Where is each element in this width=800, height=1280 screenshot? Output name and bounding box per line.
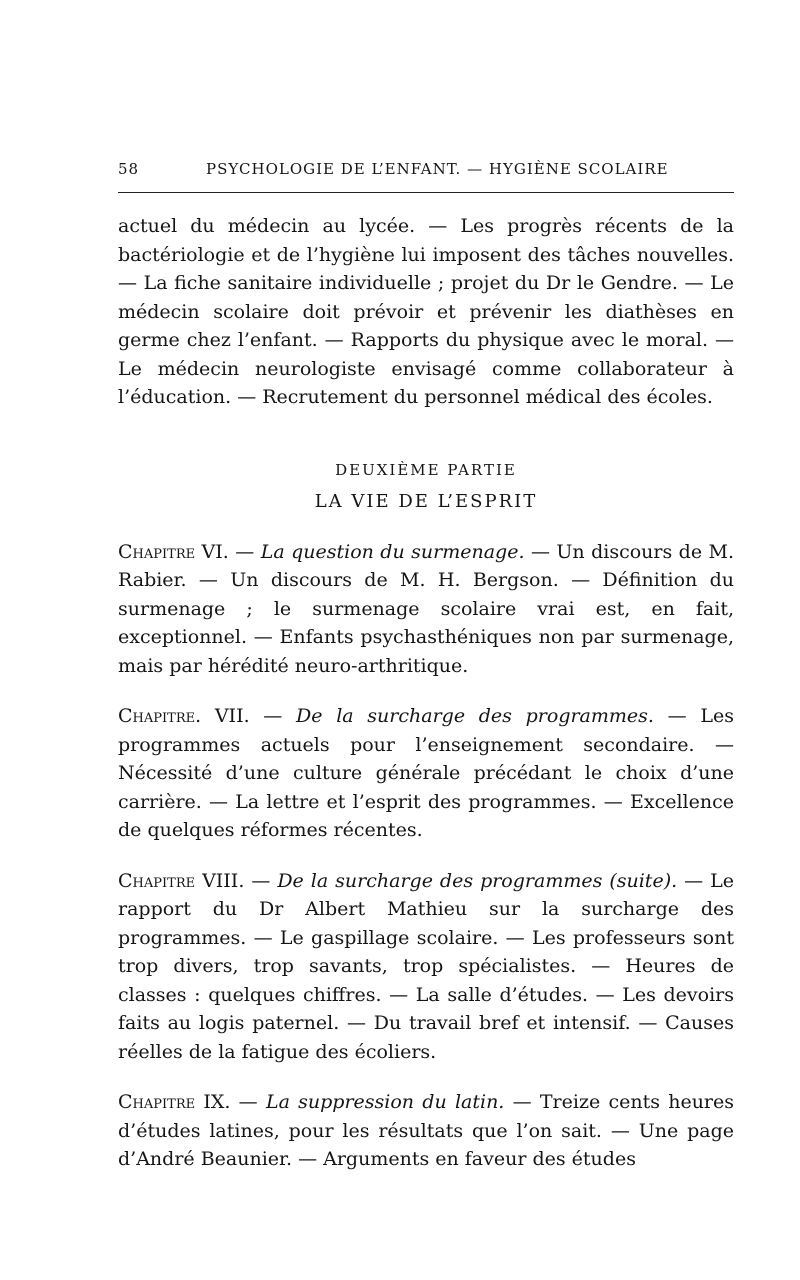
chapter-6-paragraph	[118, 538, 734, 681]
chapter-8-paragraph	[118, 867, 734, 1067]
chapter-7-label: Chapitre. VII. —	[118, 705, 283, 727]
chapter-9-text: — Treize cents heures d’études latines, pour les résultats que l’on sait. — Une page d’André Beaunier. — Arguments en faveur des études	[118, 1091, 735, 1170]
part-title: LA VIE DE L’ESPRIT	[314, 490, 538, 512]
chapter-6-label: Chapitre VI. —	[118, 540, 255, 563]
chapter-6-text: — Un discours de M. Rabier. — Un discours de M. H. Bergson. — Définition du surmenage ; le surmenage scolaire vrai est, en fait, exceptionnel. — Enfants psychasthéniques non par surmenage, mais par hérédité neuro-arthritique.	[118, 540, 735, 677]
intro-paragraph: actuel du médecin au lycée. — Les progrès récents de la bactériologie et de l’hygiène lui imposent des tâches nouvelles. — La fiche sanitaire individuelle ; projet du Dr le Gendre. — Le médecin scolaire doit prévoir et prévenir les diathèses en germe chez l’enfant. — Rapports du physique avec le moral. — Le médecin neurologiste envisagé comme collaborateur à l’éducation. — Recrutement du personnel médical des écoles.	[118, 215, 734, 408]
chapter-7-text: — Les programmes actuels pour l’enseignement secondaire. — Nécessité d’une culture générale précédant le choix d’une carrière. — La lettre et l’esprit des programmes. — Excellence de quelques réformes récentes.	[118, 705, 734, 841]
chapter-7-paragraph	[118, 702, 734, 845]
part-label: DEUXIÈME PARTIE	[335, 460, 517, 479]
chapter-6-title: La question du surmenage.	[260, 540, 525, 563]
chapter-9-label: Chapitre IX. —	[118, 1091, 258, 1113]
chapter-9-title: La suppression du latin.	[265, 1091, 505, 1113]
running-head	[118, 160, 734, 184]
header-rule	[118, 192, 734, 193]
running-title: PSYCHOLOGIE DE L’ENFANT. — HYGIÈNE SCOLAIRE	[206, 160, 669, 178]
chapter-9-paragraph	[118, 1088, 734, 1174]
page-body	[118, 212, 734, 1196]
chapter-7-title: De la surcharge des programmes.	[296, 705, 654, 727]
page-number: 58	[118, 160, 140, 178]
chapter-8-title: De la surcharge des programmes (suite).	[277, 869, 678, 892]
chapter-8-label: Chapitre VIII. —	[118, 869, 271, 892]
chapter-8-text: — Le rapport du Dr Albert Mathieu sur la surcharge des programmes. — Le gaspillage scolaire. — Les professeurs sont trop divers, trop savants, trop spécialistes. — Heures de classes : quelques chiffres. — La salle d’études. — Les devoirs faits au logis paternel. — Du travail bref et intensif. — Causes réelles de la fatigue des écoliers.	[118, 869, 734, 1063]
